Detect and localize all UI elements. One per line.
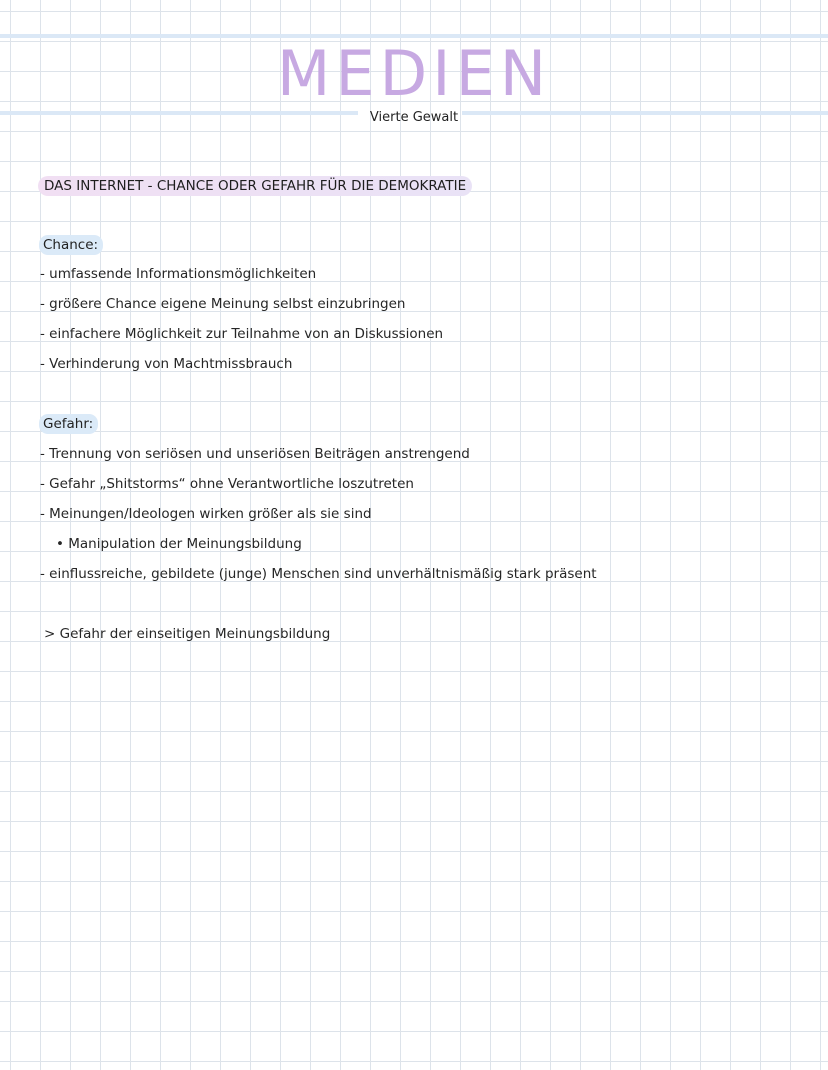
chance-label: Chance:: [39, 235, 103, 255]
list-item: - größere Chance eigene Meinung selbst einzubringen: [40, 296, 406, 312]
gefahr-list: [40, 439, 597, 589]
list-subitem: • Manipulation der Meinungsbildung: [56, 536, 302, 552]
gefahr-label: Gefahr:: [39, 414, 98, 434]
conclusion-text: > Gefahr der einseitigen Meinungsbildung: [44, 626, 331, 642]
list-item: - Trennung von seriösen und unseriösen Beiträgen anstrengend: [40, 446, 470, 462]
chance-list: [40, 259, 443, 379]
list-item: - einfachere Möglichkeit zur Teilnahme von an Diskussionen: [40, 326, 444, 342]
list-item: - Meinungen/Ideologen wirken größer als sie sind: [40, 506, 372, 522]
page-title: MEDIEN: [276, 37, 552, 110]
list-item: - einflussreiche, gebildete (junge) Menschen sind unverhältnismäßig stark präsent: [40, 566, 597, 582]
list-item: - umfassende Informationsmöglichkeiten: [40, 266, 317, 282]
list-item: - Gefahr „Shitstorms“ ohne Verantwortliche loszutreten: [40, 476, 414, 492]
page-subtitle: Vierte Gewalt: [369, 110, 459, 125]
list-item: - Verhinderung von Machtmissbrauch: [40, 356, 293, 372]
section-heading: DAS INTERNET - CHANCE ODER GEFAHR FÜR DIE DEMOKRATIE: [38, 176, 472, 196]
